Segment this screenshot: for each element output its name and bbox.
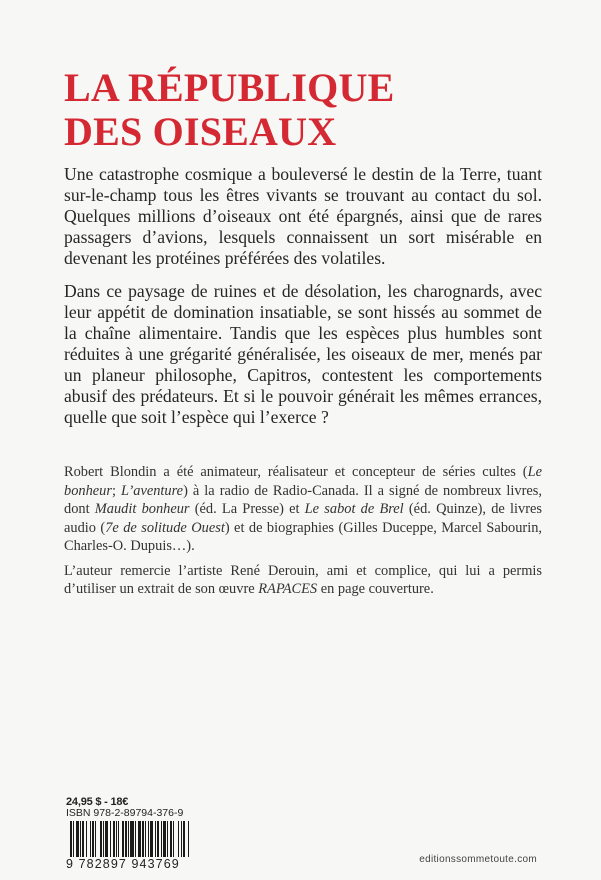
bio-text: (éd. La Presse) et xyxy=(189,501,305,517)
barcode-bar xyxy=(178,821,179,857)
bio-italic-title: 7e de solitude Ouest xyxy=(105,519,225,536)
bio-text: (éd. Quinze), de livres audio ( xyxy=(64,501,542,536)
barcode-bar xyxy=(161,821,162,857)
bio-paragraph-2 xyxy=(64,562,542,599)
barcode-bar xyxy=(116,821,117,857)
barcode-block xyxy=(66,796,236,871)
bio-text: ) et de biographies (Gilles Duceppe, Marcel Sabourin, Charles-O. Dupuis…). xyxy=(64,519,542,554)
barcode-bar xyxy=(86,821,87,857)
publisher-website: editionssommetoute.com xyxy=(419,854,537,865)
barcode-bar xyxy=(122,821,124,857)
barcode-bar xyxy=(100,821,102,857)
bio-italic-title: Le bonheur xyxy=(64,464,542,499)
barcode-bar xyxy=(188,821,189,857)
bio-text: ; xyxy=(111,482,121,499)
barcode-bar xyxy=(148,821,149,857)
barcode-bar xyxy=(173,821,174,857)
barcode-bar xyxy=(181,821,182,857)
barcode-bar xyxy=(105,821,108,857)
bio-paragraph-1 xyxy=(64,463,542,556)
barcode-bar xyxy=(110,821,111,857)
summary-paragraph-1: Une catastrophe cosmique a bouleversé le destin de la Terre, tuant sur-le-champ tous les êtres vivants se trouvant au contact du sol. Quelques millions d’oiseaux ont été épargnés, ainsi que de rares passagers d’avions, lesquels connaissent un sort misérable en devenant les protéines préférées des volatiles. xyxy=(64,164,542,268)
barcode-bar xyxy=(145,821,146,857)
barcode-bar xyxy=(167,821,168,857)
bio-text: en page couverture. xyxy=(317,581,434,597)
bio-italic-title: Maudit bonheur xyxy=(94,501,190,517)
barcode-bar xyxy=(183,821,185,857)
barcode-bar xyxy=(163,821,166,857)
bio-italic-title: RAPACES xyxy=(258,581,318,597)
bio-italic-title: Le sabot de Brel xyxy=(304,501,404,517)
bio-italic-title: L’aventure xyxy=(121,482,184,499)
barcode-bar xyxy=(92,821,94,857)
barcode-bar xyxy=(118,821,119,857)
bio-text: L’auteur remercie l’artiste René Derouin, ami et complice, qui lui a permis d’utiliser un extrait de son œuvre xyxy=(64,562,542,597)
barcode-bar xyxy=(157,821,159,857)
barcode-number: 9 782897 943769 xyxy=(66,857,180,871)
book-title xyxy=(64,66,544,154)
barcode-bar xyxy=(95,821,96,857)
author-bio xyxy=(64,463,542,605)
barcode-bar xyxy=(73,821,74,857)
barcode-icon xyxy=(66,821,230,857)
title-line-1: LA RÉPUBLIQUE xyxy=(64,65,395,110)
barcode-bar xyxy=(138,821,141,857)
barcode-bar xyxy=(135,821,136,857)
bio-text: ) à la radio de Radio-Canada. Il a signé de nombreux livres, dont xyxy=(64,482,542,517)
barcode-bar xyxy=(142,821,144,857)
barcode-bar xyxy=(150,821,153,857)
barcode-bar xyxy=(170,821,172,857)
book-summary xyxy=(64,164,542,440)
barcode-bar xyxy=(90,821,91,857)
bio-text: Robert Blondin a été animateur, réalisateur et concepteur de séries cultes ( xyxy=(64,464,528,480)
summary-paragraph-2: Dans ce paysage de ruines et de désolation, les charognards, avec leur appétit de domination insatiable, se sont hissés au sommet de la chaîne alimentaire. Tandis que les espèces plus humbles sont réduites à une grégarité généralisée, les oiseaux de mer, menés par un planeur philosophe, Capitros, contestent les comportements abusif des prédateurs. Et si le pouvoir générait les mêmes errances, quelle que soit l’espèce qui l’exerce ? xyxy=(64,281,542,427)
barcode-bar xyxy=(80,821,81,857)
barcode-bar xyxy=(113,821,115,857)
barcode-bar xyxy=(103,821,104,857)
barcode-bar xyxy=(125,821,127,857)
barcode-bar xyxy=(82,821,84,857)
barcode-bar xyxy=(70,821,72,857)
isbn-label: ISBN 978-2-89794-376-9 xyxy=(66,807,184,819)
barcode-bar xyxy=(76,821,79,857)
barcode-bar xyxy=(155,821,156,857)
title-line-2: DES OISEAUX xyxy=(64,109,337,154)
barcode-bar xyxy=(128,821,129,857)
price-label: 24,95 $ - 18€ xyxy=(66,796,129,808)
barcode-bar xyxy=(130,821,134,857)
